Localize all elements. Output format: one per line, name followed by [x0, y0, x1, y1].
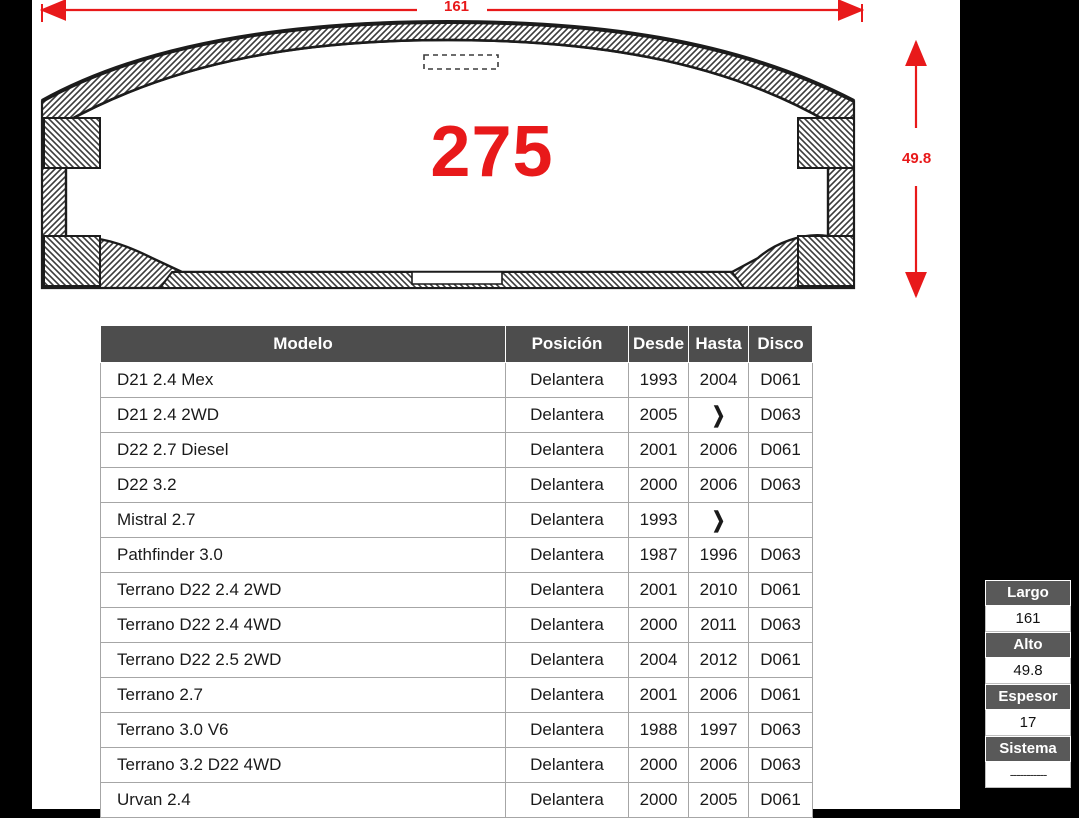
column-header-desde: Desde — [629, 326, 689, 363]
cell-posicion: Delantera — [506, 503, 629, 538]
specifications-panel — [985, 580, 1071, 788]
chevron-right-icon: ❯ — [711, 509, 726, 533]
table-body — [101, 363, 813, 818]
cell-posicion: Delantera — [506, 573, 629, 608]
cell-modelo: Terrano 2.7 — [101, 678, 506, 713]
cell-posicion: Delantera — [506, 713, 629, 748]
applications-table — [100, 325, 813, 818]
spec-label-sistema: Sistema — [985, 736, 1071, 762]
cell-modelo: D22 3.2 — [101, 468, 506, 503]
cell-disco: D061 — [749, 783, 813, 818]
cell-modelo: Terrano D22 2.5 2WD — [101, 643, 506, 678]
spec-label-espesor: Espesor — [985, 684, 1071, 710]
cell-hasta: 1996 — [689, 538, 749, 573]
column-header-modelo: Modelo — [101, 326, 506, 363]
cell-posicion: Delantera — [506, 643, 629, 678]
cell-desde: 2004 — [629, 643, 689, 678]
spec-value-sistema: ----------- — [985, 762, 1071, 788]
cell-modelo: Terrano D22 2.4 4WD — [101, 608, 506, 643]
cell-modelo: Pathfinder 3.0 — [101, 538, 506, 573]
cell-hasta: 2006 — [689, 433, 749, 468]
cell-modelo: D21 2.4 2WD — [101, 398, 506, 433]
table-header-row — [101, 326, 813, 363]
cell-disco: D061 — [749, 643, 813, 678]
cell-disco: D061 — [749, 363, 813, 398]
table-row — [101, 713, 813, 748]
cell-desde: 1993 — [629, 363, 689, 398]
cell-modelo: Mistral 2.7 — [101, 503, 506, 538]
cell-disco: D061 — [749, 433, 813, 468]
cell-disco: D063 — [749, 748, 813, 783]
table-row — [101, 538, 813, 573]
cell-desde: 2001 — [629, 433, 689, 468]
table-row — [101, 468, 813, 503]
cell-desde: 2001 — [629, 678, 689, 713]
cell-hasta — [689, 398, 749, 433]
cell-posicion: Delantera — [506, 783, 629, 818]
spec-value-largo: 161 — [985, 606, 1071, 632]
table-row — [101, 433, 813, 468]
cell-modelo: Terrano 3.0 V6 — [101, 713, 506, 748]
cell-desde: 1987 — [629, 538, 689, 573]
cell-hasta: 2005 — [689, 783, 749, 818]
cell-hasta: 2011 — [689, 608, 749, 643]
cell-posicion: Delantera — [506, 433, 629, 468]
cell-disco: D061 — [749, 573, 813, 608]
column-header-disco: Disco — [749, 326, 813, 363]
table-row — [101, 398, 813, 433]
cell-hasta: 2010 — [689, 573, 749, 608]
cell-posicion: Delantera — [506, 608, 629, 643]
cell-modelo: Terrano D22 2.4 2WD — [101, 573, 506, 608]
cell-desde: 2005 — [629, 398, 689, 433]
table-row — [101, 783, 813, 818]
column-header-posicion: Posición — [506, 326, 629, 363]
cell-posicion: Delantera — [506, 363, 629, 398]
cell-modelo: D22 2.7 Diesel — [101, 433, 506, 468]
table-row — [101, 678, 813, 713]
cell-disco: D063 — [749, 468, 813, 503]
spec-value-espesor: 17 — [985, 710, 1071, 736]
part-number: 275 — [430, 112, 554, 192]
cell-posicion: Delantera — [506, 678, 629, 713]
height-dimension-label: 49.8 — [902, 150, 932, 167]
cell-hasta: 1997 — [689, 713, 749, 748]
cell-modelo: Terrano 3.2 D22 4WD — [101, 748, 506, 783]
cell-disco: D061 — [749, 678, 813, 713]
cell-posicion: Delantera — [506, 468, 629, 503]
cell-desde: 2000 — [629, 748, 689, 783]
table-row — [101, 643, 813, 678]
chevron-right-icon: ❯ — [711, 404, 726, 428]
spec-value-alto: 49.8 — [985, 658, 1071, 684]
cell-desde: 1988 — [629, 713, 689, 748]
cell-desde: 2001 — [629, 573, 689, 608]
cell-posicion: Delantera — [506, 748, 629, 783]
table-row — [101, 363, 813, 398]
table-row — [101, 573, 813, 608]
spec-label-alto: Alto — [985, 632, 1071, 658]
cell-modelo: Urvan 2.4 — [101, 783, 506, 818]
cell-disco: D063 — [749, 608, 813, 643]
cell-desde: 2000 — [629, 468, 689, 503]
cell-disco: D063 — [749, 538, 813, 573]
bottom-edge-strip — [160, 272, 744, 288]
cell-hasta: 2004 — [689, 363, 749, 398]
cell-hasta: 2006 — [689, 678, 749, 713]
cell-hasta: 2006 — [689, 748, 749, 783]
cell-desde: 2000 — [629, 608, 689, 643]
table-row — [101, 503, 813, 538]
cell-hasta — [689, 503, 749, 538]
spec-label-largo: Largo — [985, 580, 1071, 606]
cell-desde: 1993 — [629, 503, 689, 538]
cell-desde: 2000 — [629, 783, 689, 818]
cell-hasta: 2012 — [689, 643, 749, 678]
cell-modelo: D21 2.4 Mex — [101, 363, 506, 398]
cell-disco: D063 — [749, 713, 813, 748]
cell-hasta: 2006 — [689, 468, 749, 503]
cell-disco: D063 — [749, 398, 813, 433]
brake-pad-drawing — [32, 0, 960, 315]
width-dimension-label: 161 — [444, 0, 470, 15]
cell-posicion: Delantera — [506, 398, 629, 433]
table-row — [101, 748, 813, 783]
cell-posicion: Delantera — [506, 538, 629, 573]
table-row — [101, 608, 813, 643]
column-header-hasta: Hasta — [689, 326, 749, 363]
cell-disco — [749, 503, 813, 538]
